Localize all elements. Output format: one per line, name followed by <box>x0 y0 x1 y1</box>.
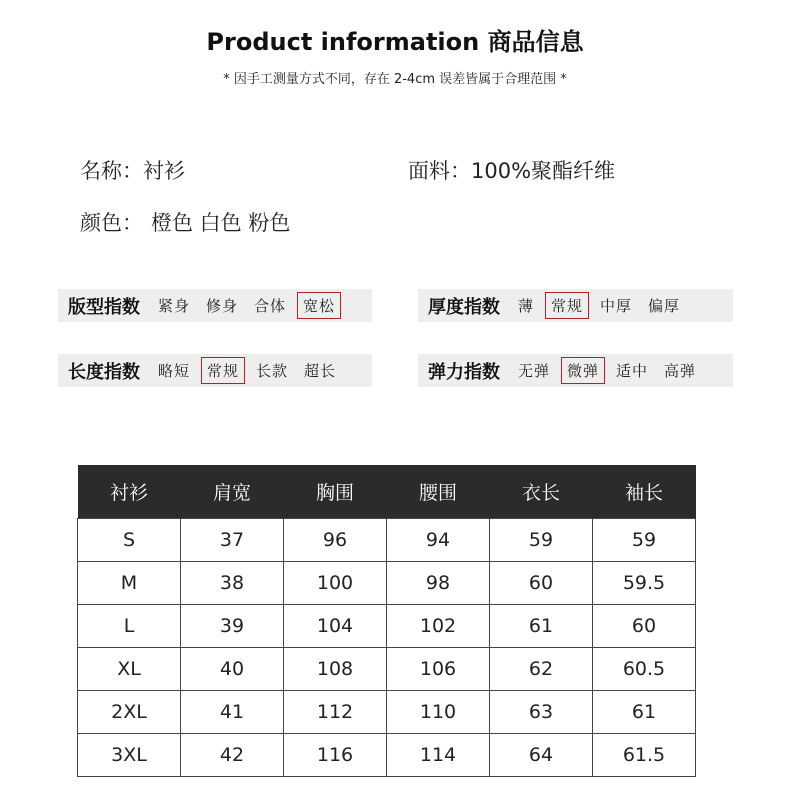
product-name <box>80 155 185 185</box>
table-cell: 61 <box>593 691 696 734</box>
table-cell: 59 <box>593 519 696 562</box>
table-cell: 3XL <box>78 734 181 777</box>
table-cell: 59.5 <box>593 562 696 605</box>
index-option: 高弹 <box>664 362 697 380</box>
elasticity-index <box>418 354 733 387</box>
thickness-index <box>418 289 733 322</box>
table-cell: M <box>78 562 181 605</box>
table-row <box>78 562 696 605</box>
name-label: 名称： <box>80 159 143 183</box>
table-cell: 41 <box>181 691 284 734</box>
table-cell: 39 <box>181 605 284 648</box>
product-fabric <box>408 155 615 185</box>
index-option: 偏厚 <box>648 297 681 315</box>
table-cell: 108 <box>284 648 387 691</box>
table-cell: 60 <box>490 562 593 605</box>
table-cell: 42 <box>181 734 284 777</box>
table-cell: 110 <box>387 691 490 734</box>
table-cell: 37 <box>181 519 284 562</box>
table-cell: 102 <box>387 605 490 648</box>
table-row <box>78 648 696 691</box>
table-cell: 106 <box>387 648 490 691</box>
table-cell: 60.5 <box>593 648 696 691</box>
column-header: 袖长 <box>593 465 696 519</box>
index-option: 长款 <box>256 362 289 380</box>
index-option-selected: 常规 <box>545 292 589 319</box>
fabric-value: 100%聚酯纤维 <box>471 159 616 183</box>
column-header: 腰围 <box>387 465 490 519</box>
index-option: 中厚 <box>600 297 633 315</box>
fit-index <box>58 289 372 322</box>
table-row <box>78 691 696 734</box>
name-value: 衬衫 <box>143 159 185 183</box>
table-cell: XL <box>78 648 181 691</box>
column-header: 衬衫 <box>78 465 181 519</box>
measurement-note: * 因手工测量方式不同，存在 2-4cm 误差皆属于合理范围 * <box>223 72 567 87</box>
table-cell: 94 <box>387 519 490 562</box>
index-option: 合体 <box>254 297 287 315</box>
color-label: 颜色： <box>80 211 143 235</box>
color-value: 橙色 白色 粉色 <box>151 211 291 235</box>
table-row <box>78 734 696 777</box>
size-chart <box>77 465 696 777</box>
table-cell: 98 <box>387 562 490 605</box>
index-label: 长度指数 <box>68 361 140 383</box>
table-cell: 116 <box>284 734 387 777</box>
table-cell: 61.5 <box>593 734 696 777</box>
page-title: Product information 商品信息 <box>206 28 584 56</box>
table-cell: 62 <box>490 648 593 691</box>
column-header: 衣长 <box>490 465 593 519</box>
table-cell: 100 <box>284 562 387 605</box>
index-option: 紧身 <box>158 297 191 315</box>
product-colors <box>80 207 290 237</box>
table-cell: 59 <box>490 519 593 562</box>
column-header: 肩宽 <box>181 465 284 519</box>
table-cell: 60 <box>593 605 696 648</box>
index-option: 无弹 <box>518 362 551 380</box>
index-option-selected: 常规 <box>201 357 245 384</box>
table-cell: L <box>78 605 181 648</box>
table-cell: 64 <box>490 734 593 777</box>
table-cell: 61 <box>490 605 593 648</box>
table-cell: 40 <box>181 648 284 691</box>
index-option-selected: 微弹 <box>561 357 605 384</box>
index-option-selected: 宽松 <box>297 292 341 319</box>
table-row <box>78 519 696 562</box>
index-option: 薄 <box>518 297 535 315</box>
table-cell: 114 <box>387 734 490 777</box>
index-option: 超长 <box>304 362 337 380</box>
index-label: 厚度指数 <box>428 296 500 318</box>
table-row <box>78 605 696 648</box>
fabric-label: 面料： <box>408 159 471 183</box>
table-cell: 38 <box>181 562 284 605</box>
index-label: 弹力指数 <box>428 361 500 383</box>
index-option: 修身 <box>206 297 239 315</box>
index-label: 版型指数 <box>68 296 140 318</box>
column-header: 胸围 <box>284 465 387 519</box>
table-cell: S <box>78 519 181 562</box>
table-cell: 96 <box>284 519 387 562</box>
length-index <box>58 354 372 387</box>
index-option: 略短 <box>158 362 191 380</box>
index-option: 适中 <box>616 362 649 380</box>
table-cell: 112 <box>284 691 387 734</box>
table-cell: 104 <box>284 605 387 648</box>
table-cell: 2XL <box>78 691 181 734</box>
table-cell: 63 <box>490 691 593 734</box>
table-header-row <box>78 465 696 519</box>
